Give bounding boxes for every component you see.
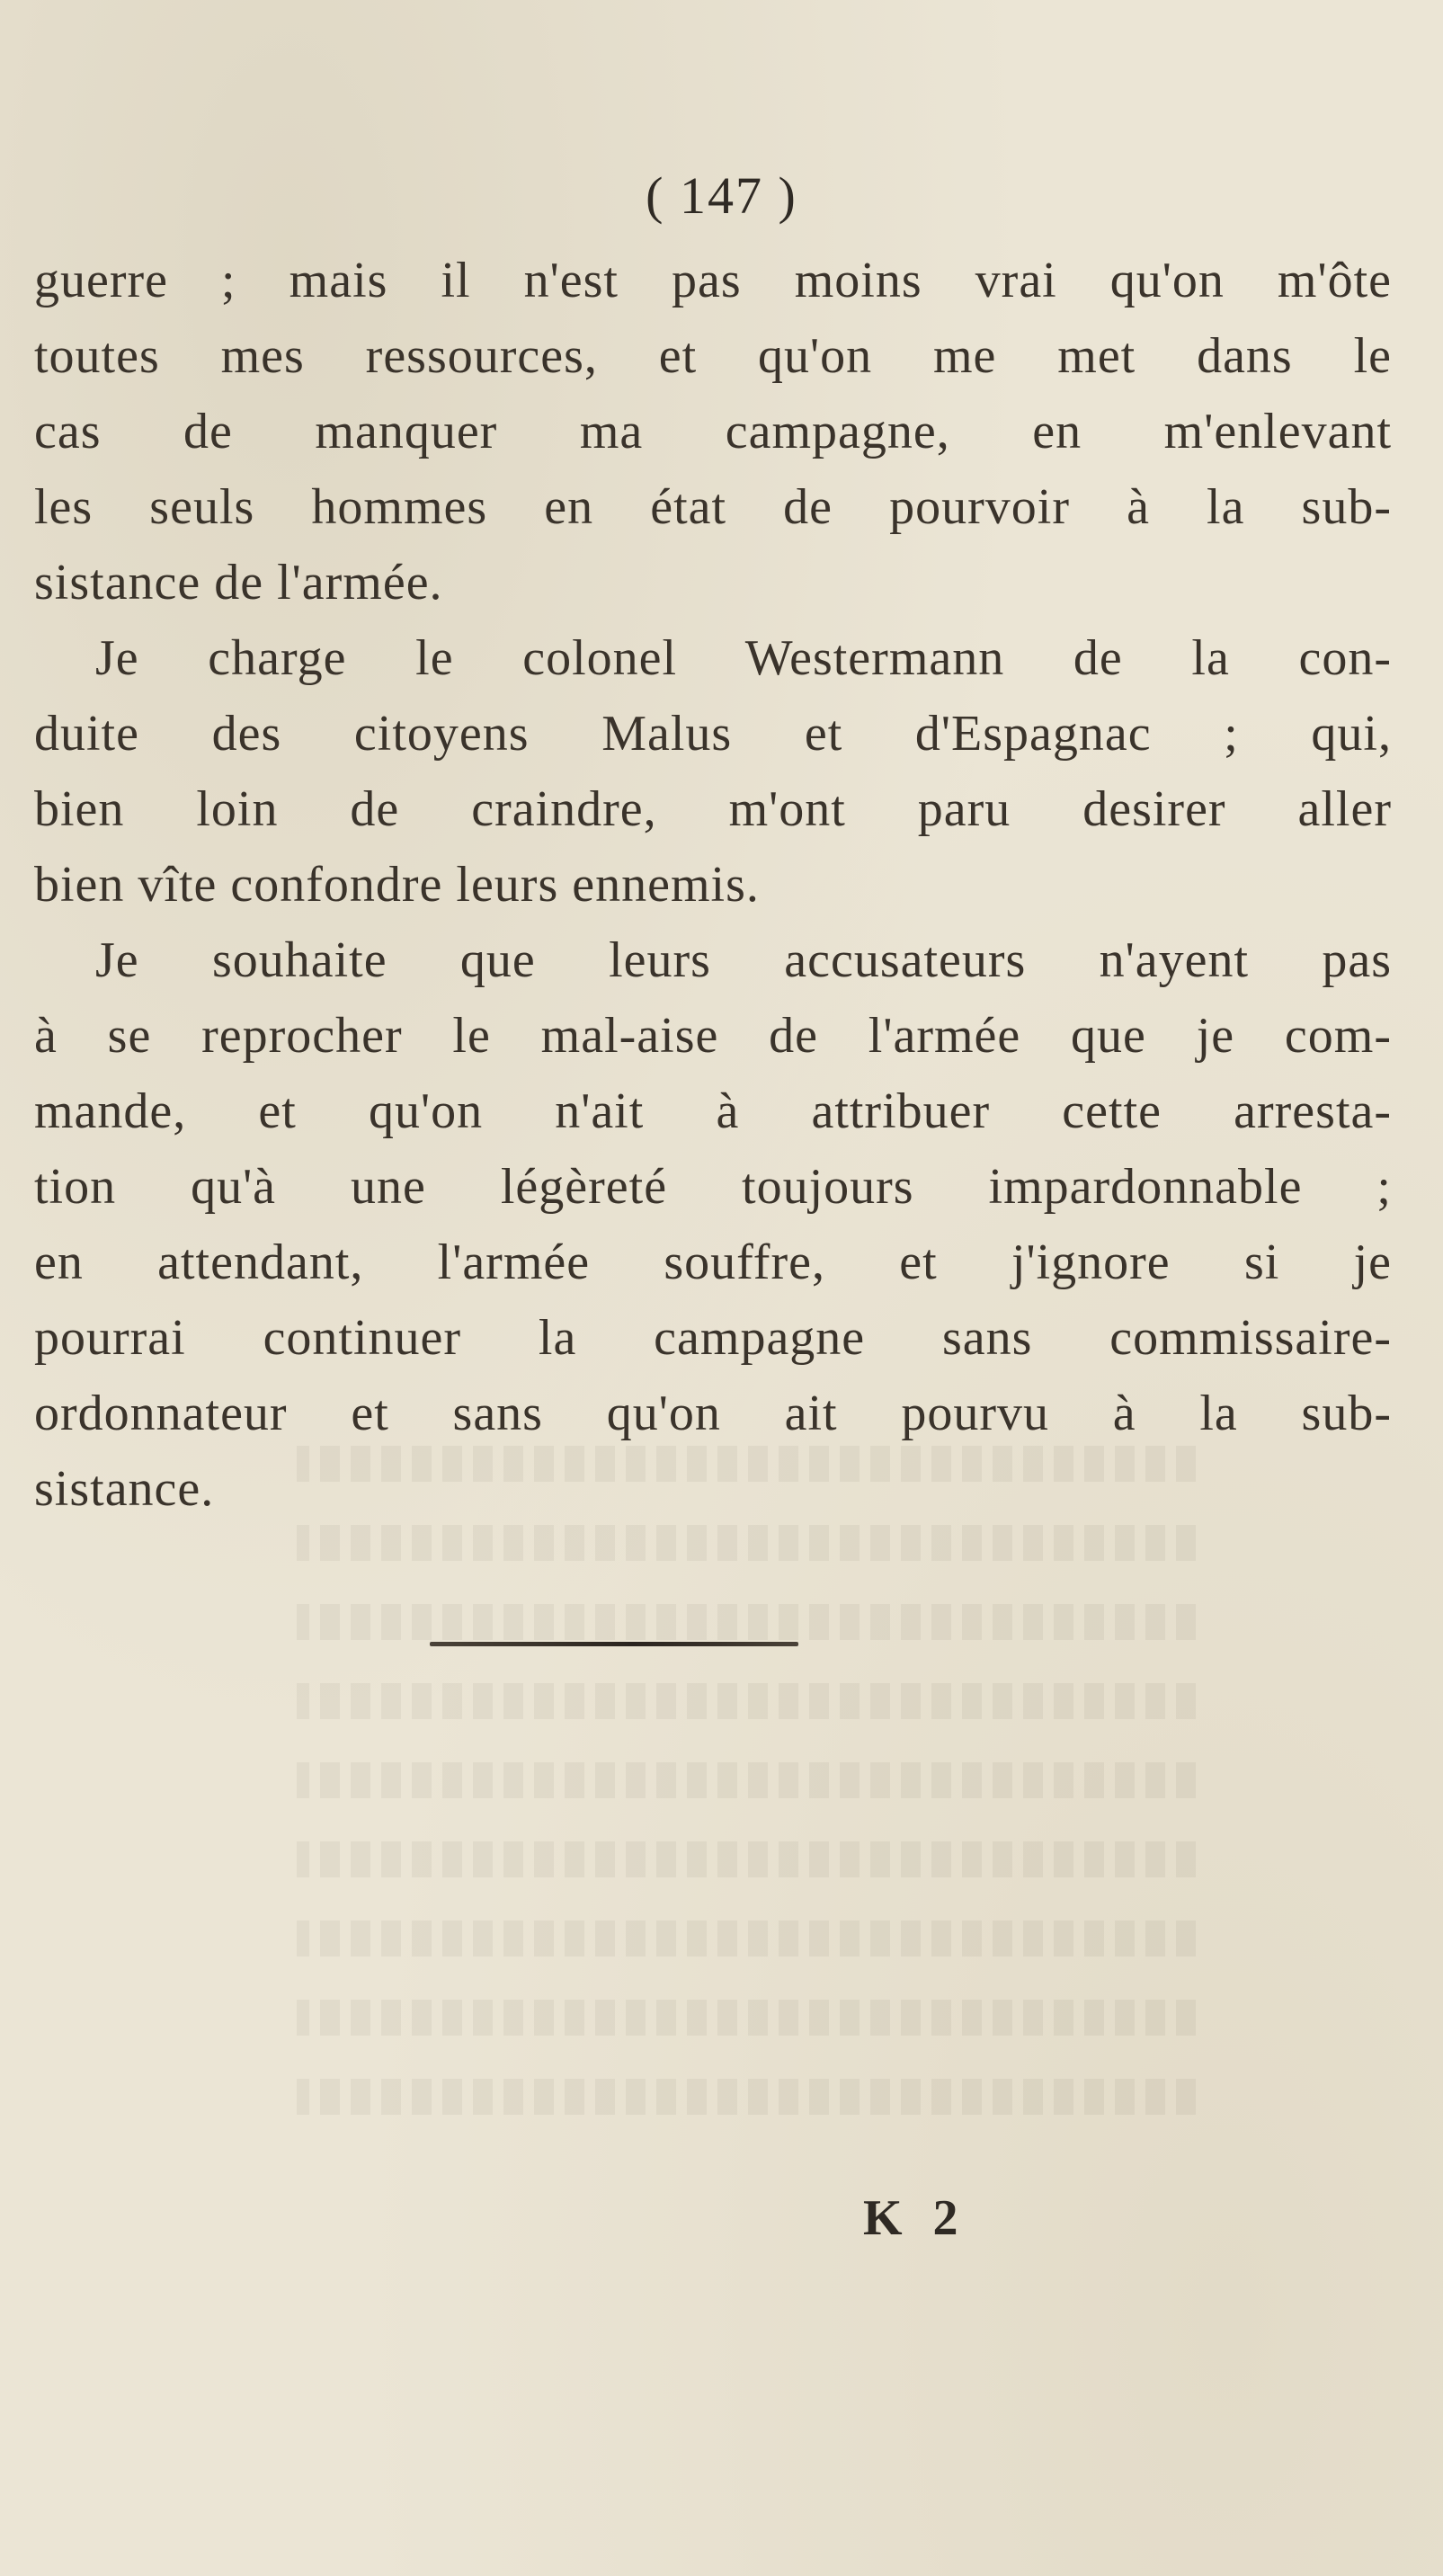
bleed-through-line <box>297 1525 1196 1561</box>
text-line: ordonnateur et sans qu'on ait pourvu à la sub- <box>34 1386 1392 1441</box>
bleed-through-line <box>297 1604 1196 1640</box>
ornamental-rule <box>430 1642 798 1646</box>
text-line: mande, et qu'on n'ait à attribuer cette arresta- <box>34 1083 1392 1139</box>
text-line: bien vîte confondre leurs ennemis. <box>34 857 760 913</box>
text-line: cas de manquer ma campagne, en m'enlevant <box>34 404 1392 459</box>
text-line: en attendant, l'armée souffre, et j'ignore si je <box>34 1235 1392 1290</box>
text-line: Je souhaite que leurs accusateurs n'ayent pas <box>95 932 1392 988</box>
bleed-through-line <box>297 2079 1196 2115</box>
paragraph-2 <box>34 620 1392 923</box>
bleed-through-line <box>297 1921 1196 1957</box>
text-line: bien loin de craindre, m'ont paru desirer aller <box>34 781 1392 837</box>
body-text <box>34 243 1392 1527</box>
text-line: tion qu'à une légèreté toujours impardonnable ; <box>34 1159 1392 1215</box>
text-line: duite des citoyens Malus et d'Espagnac ; qui, <box>34 706 1392 762</box>
text-line: à se reprocher le mal-aise de l'armée que je com- <box>34 1008 1392 1064</box>
signature-mark: K 2 <box>863 2190 967 2246</box>
text-line: guerre ; mais il n'est pas moins vrai qu'on m'ôte <box>34 253 1392 308</box>
text-line: pourrai continuer la campagne sans commissaire- <box>34 1310 1392 1366</box>
text-line: sistance de l'armée. <box>34 555 443 611</box>
text-line: les seuls hommes en état de pourvoir à la sub- <box>34 479 1392 535</box>
bleed-through-line <box>297 1841 1196 1877</box>
paragraph-1 <box>34 243 1392 620</box>
text-line: Je charge le colonel Westermann de la con- <box>95 630 1392 686</box>
bleed-through-line <box>297 1762 1196 1798</box>
text-line: sistance. <box>34 1461 215 1517</box>
bleed-through-line <box>297 2000 1196 2036</box>
text-line: toutes mes ressources, et qu'on me met dans le <box>34 328 1392 384</box>
paragraph-3 <box>34 923 1392 1527</box>
bleed-through-line <box>297 1683 1196 1719</box>
page-number: ( 147 ) <box>646 166 797 225</box>
